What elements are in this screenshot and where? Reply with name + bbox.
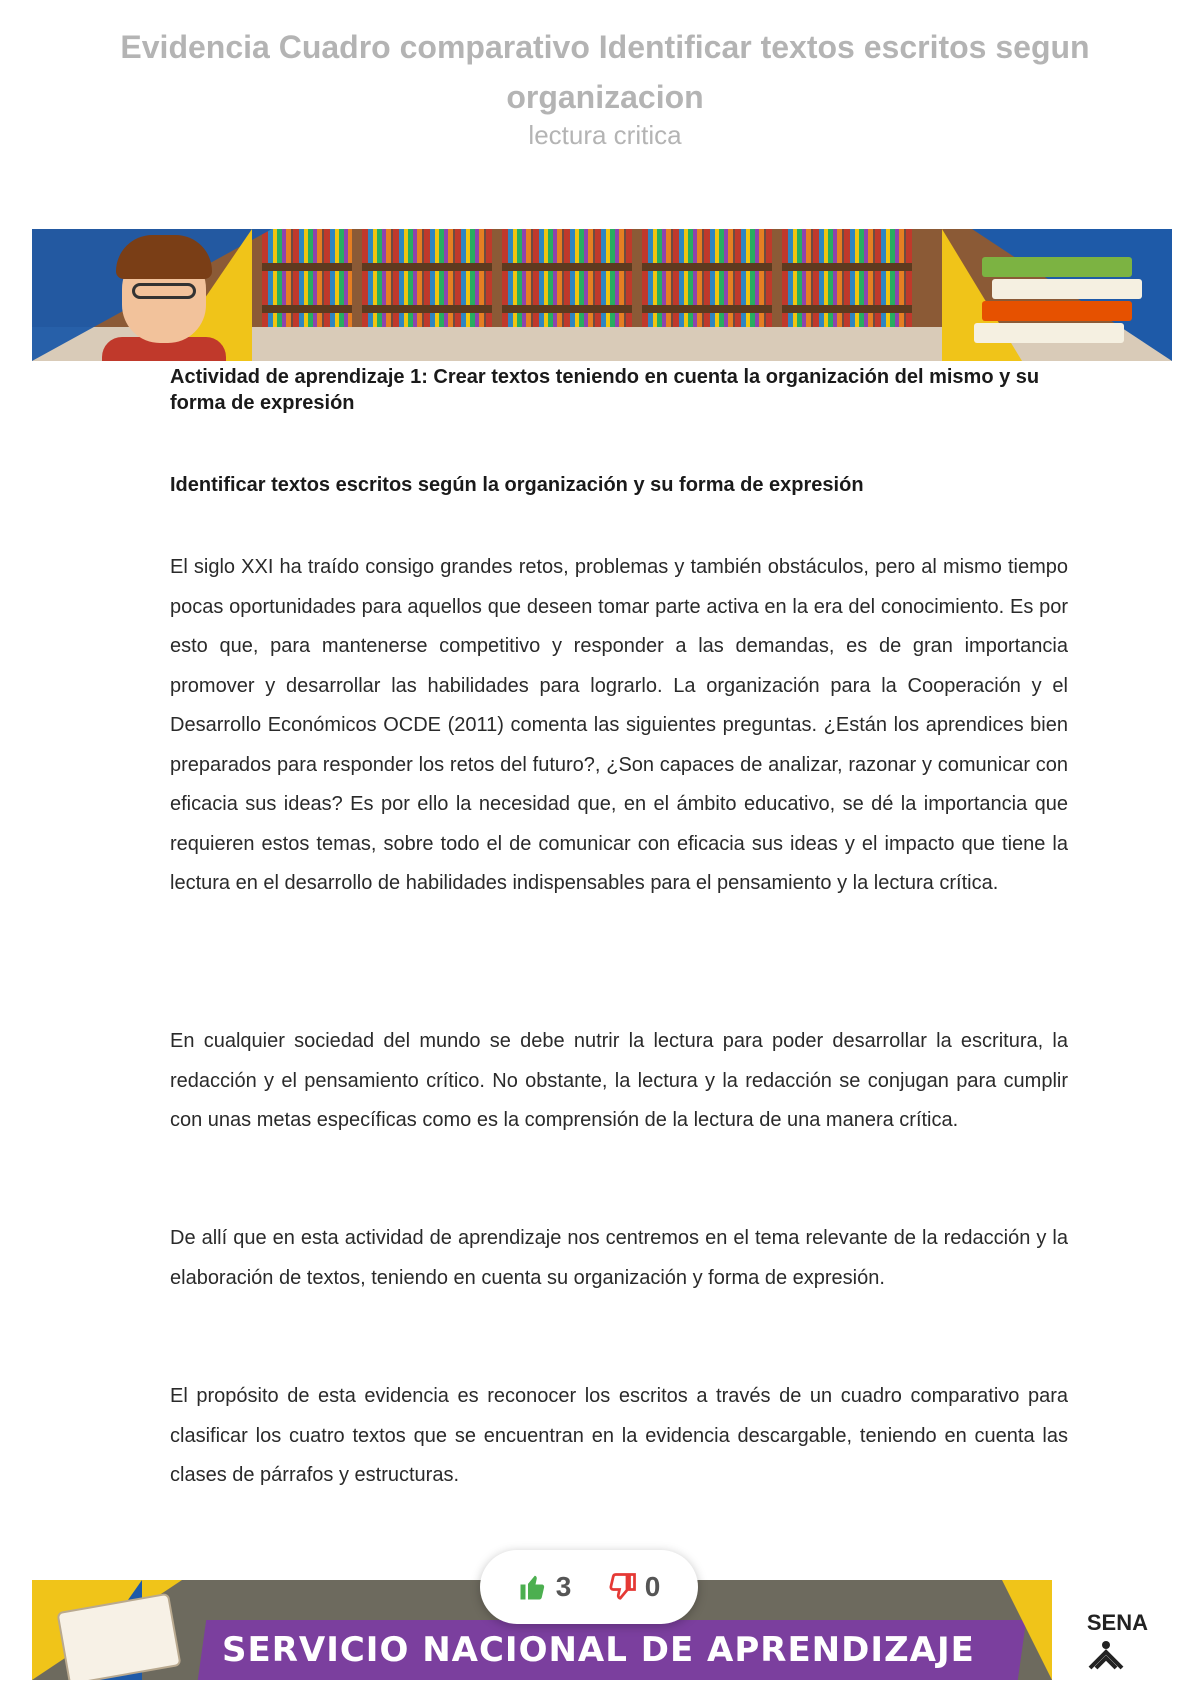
decor-triangle — [1002, 1580, 1052, 1680]
thumbs-up-icon — [518, 1572, 548, 1602]
upvote-button[interactable] — [518, 1571, 572, 1603]
character-hair — [116, 235, 212, 279]
activity-heading: Actividad de aprendizaje 1: Crear textos teniendo en cuenta la organización del mismo y su forma de expresión — [170, 366, 1040, 414]
downvote-button[interactable] — [607, 1571, 661, 1603]
sena-logo-text: SENA — [1086, 1610, 1148, 1635]
character-glasses — [132, 283, 196, 299]
document-subtitle: lectura critica — [528, 120, 682, 150]
sena-logo-icon — [1086, 1640, 1126, 1670]
vote-widget — [480, 1550, 698, 1624]
paragraph-1: El siglo XXI ha traído consigo grandes retos, problemas y también obstáculos, pero al mismo tiempo pocas oportunidades para aquellos que deseen tomar parte activa en la era del conocimiento. Es por esto que, para mantenerse competitivo y responder a las demandas, es de gran importancia promover y desarrollar las habilidades para lograrlo. La organización para la Cooperación y el Desarrollo Económicos OCDE (2011) comenta las siguientes preguntas. ¿Están los aprendices bien preparados para responder los retos del futuro?, ¿Son capaces de analizar, razonar y comunicar con eficacia sus ideas? Es por ello la necesidad que, en el ámbito educativo, se dé la importancia que requieren estos temas, sobre todo el de comunicar con eficacia sus ideas y el impacto que tiene la lectura en el desarrollo de habilidades indispensables para el pensamiento y la lectura crítica. — [170, 556, 1068, 894]
book-stack-icon — [982, 257, 1132, 347]
section-heading: Identificar textos escritos según la organización y su forma de expresión — [170, 474, 864, 496]
upvote-count: 3 — [555, 1571, 572, 1602]
paragraph-3: De allí que en esta actividad de aprendizaje nos centremos en el tema relevante de la redacción y la elaboración de textos, teniendo en cuenta su organización y forma de expresión. — [170, 1227, 1068, 1289]
document-title: Evidencia Cuadro comparativo Identificar textos escritos segun organizacion — [120, 29, 1090, 115]
document-body — [170, 364, 1068, 1486]
library-banner-image — [32, 229, 1172, 361]
book — [982, 257, 1132, 277]
paragraph-4: El propósito de esta evidencia es reconocer los escritos a través de un cuadro comparativo para clasificar los cuatro textos que se encuentran en la evidencia descargable, teniendo en cuenta las clases de párrafos y estructuras. — [170, 1385, 1068, 1486]
book — [974, 323, 1124, 343]
paragraph-2: En cualquier sociedad del mundo se debe nutrir la lectura para poder desarrollar la escritura, la redacción y el pensamiento crítico. No obstante, la lectura y la redacción se conjugan para cumplir con unas metas específicas como es la comprensión de la lectura de una manera crítica. — [170, 1030, 1068, 1131]
book — [982, 301, 1132, 321]
book — [992, 279, 1142, 299]
thumbs-down-icon — [607, 1572, 637, 1602]
banner-text: SERVICIO NACIONAL DE APRENDIZAJE — [222, 1630, 975, 1670]
downvote-count: 0 — [644, 1571, 661, 1602]
